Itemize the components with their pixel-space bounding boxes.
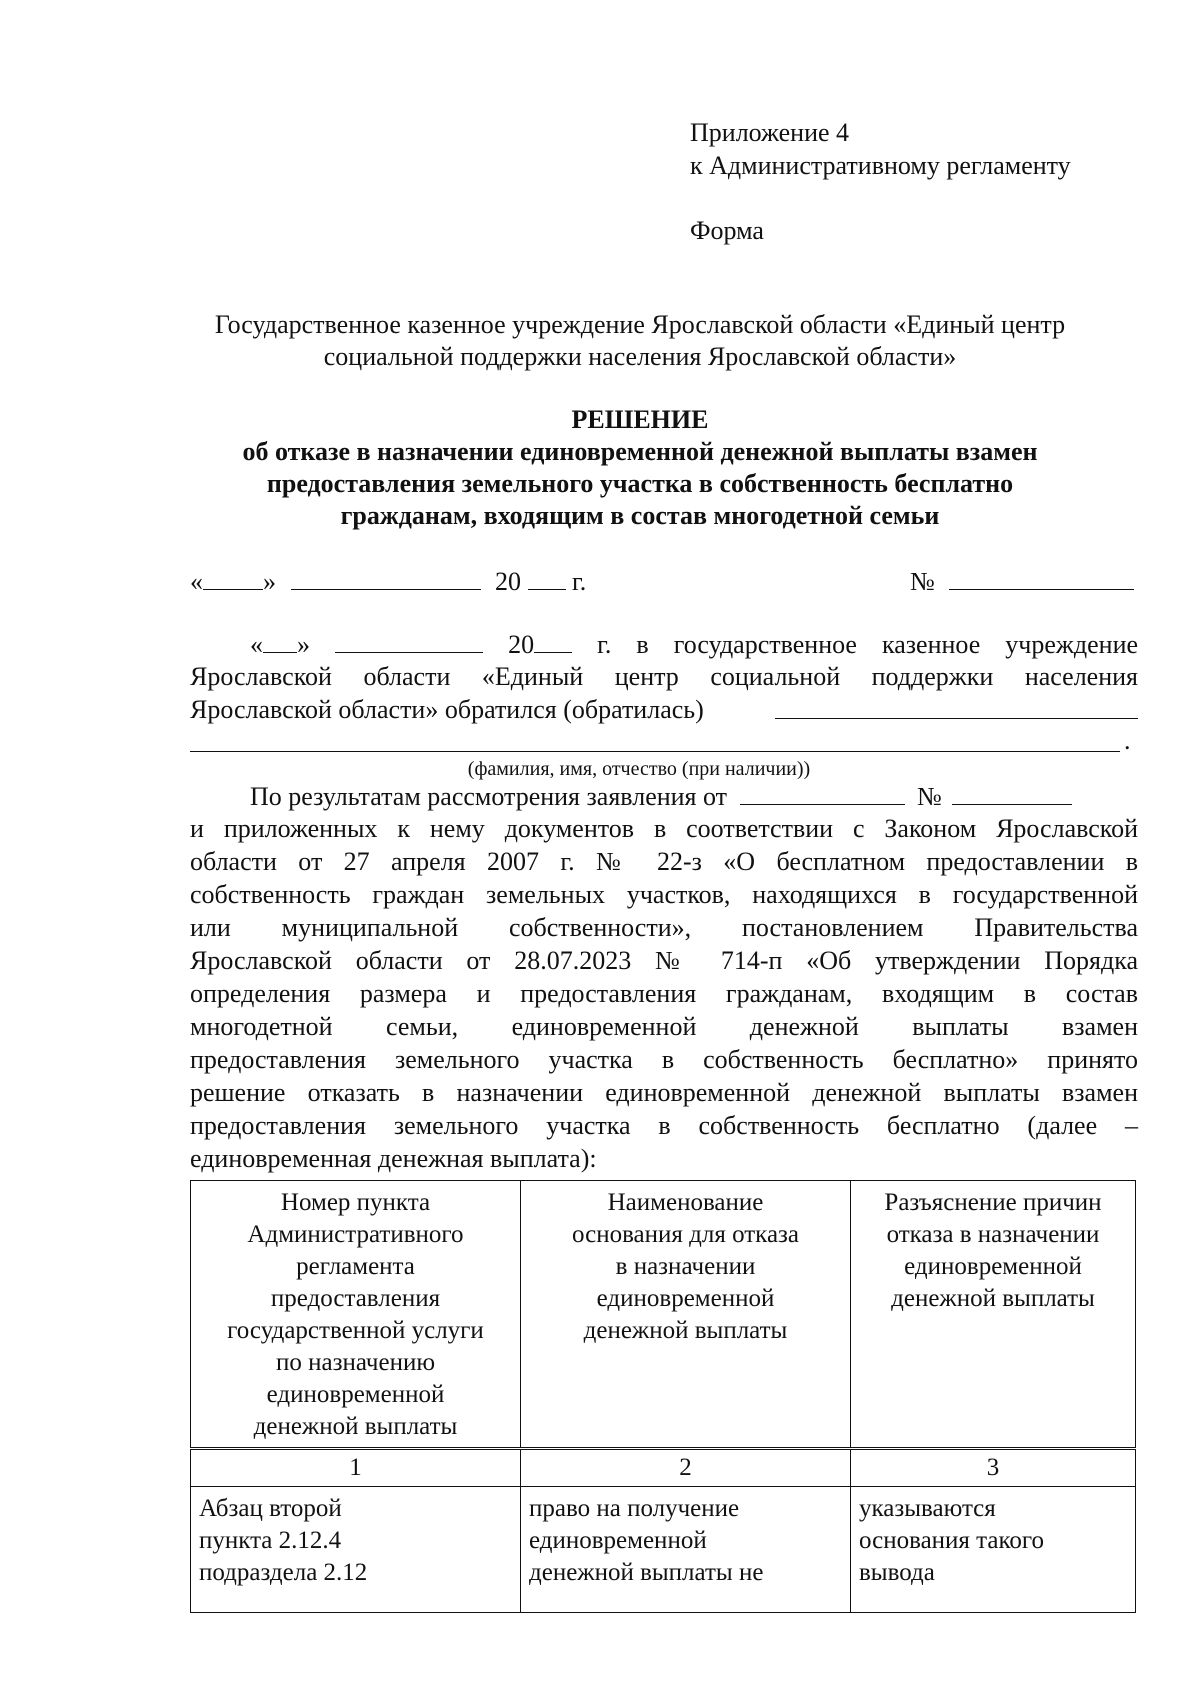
column-number-2: 2 <box>521 1449 851 1487</box>
table-row <box>191 1487 1136 1613</box>
year-blank[interactable] <box>528 565 566 590</box>
column-number-1: 1 <box>191 1449 521 1487</box>
paragraph-1-line-2: Ярославской области «Единый центр социальной поддержки населения <box>190 662 1138 691</box>
column-number-3: 3 <box>851 1449 1136 1487</box>
institution-line-2: социальной поддержки населения Ярославской области» <box>323 342 957 371</box>
paragraph-2-line-3: области от 27 апреля 2007 г. № 22-з «О бесплатном предоставлении в <box>190 847 1138 876</box>
paragraph-2-line-8: многодетной семьи, единовременной денежной выплаты взамен <box>190 1012 1138 1041</box>
refusal-reasons-table <box>190 1180 1136 1613</box>
decision-number: № <box>910 565 1134 598</box>
applied-day-blank[interactable] <box>263 628 297 653</box>
header-explanation: Разъяснение причин отказа в назначении единовременной денежной выплаты <box>851 1181 1136 1449</box>
paragraph-2-line-1: По результатам рассмотрения заявления от № <box>250 780 1072 813</box>
document-title: РЕШЕНИЕ <box>571 405 709 434</box>
month-blank[interactable] <box>291 565 481 590</box>
row-ground-cell: право на получение единовременной денежной выплаты не <box>521 1487 851 1613</box>
form-label: Форма <box>690 216 764 245</box>
decision-date-line: « » 20 г. <box>190 567 587 596</box>
paragraph-2-line-11: предоставления земельного участка в собственность бесплатно (далее – <box>190 1111 1138 1140</box>
table-header-row <box>191 1181 1136 1449</box>
row-clause-cell: Абзац второй пункта 2.12.4 подраздела 2.12 <box>191 1487 521 1613</box>
applied-year-blank[interactable] <box>534 628 572 653</box>
applicant-name-blank-2[interactable] <box>190 751 1120 752</box>
application-number-blank[interactable] <box>952 780 1072 805</box>
applicant-name-blank-1[interactable] <box>775 718 1138 719</box>
title-line-1: об отказе в назначении единовременной денежной выплаты взамен <box>242 437 1038 466</box>
paragraph-2-line-10: решение отказать в назначении единовременной денежной выплаты взамен <box>190 1078 1138 1107</box>
table-number-row <box>191 1449 1136 1487</box>
applied-date-line: « » 20 г. в государственное казенное учреждение <box>250 630 1139 659</box>
paragraph-2-line-9: предоставления земельного участка в собственность бесплатно» принято <box>190 1045 1138 1074</box>
fio-period: . <box>1124 726 1131 755</box>
paragraph-1-line-3: Ярославской области» обратился (обратилась) <box>190 695 704 724</box>
title-line-3: гражданам, входящим в состав многодетной семьи <box>340 501 940 530</box>
paragraph-2-line-7: определения размера и предоставления гражданам, входящим в состав <box>190 979 1138 1008</box>
paragraph-2-line-5: или муниципальной собственности», постановлением Правительства <box>190 913 1138 942</box>
paragraph-2-line-4: собственность граждан земельных участков, находящихся в государственной <box>190 880 1138 909</box>
institution-line-1: Государственное казенное учреждение Ярославской области «Единый центр <box>214 310 1066 339</box>
number-blank[interactable] <box>949 565 1134 590</box>
application-date-blank[interactable] <box>740 780 905 805</box>
title-line-2: предоставления земельного участка в собственность бесплатно <box>266 469 1014 498</box>
header-clause-number: Номер пункта Административного регламента предоставления государственной услуги по назначению единовременной денежной выплаты <box>191 1181 521 1449</box>
applied-month-blank[interactable] <box>335 628 483 653</box>
annex-reference: к Административному регламенту <box>690 151 1071 180</box>
row-explanation-cell: указываются основания такого вывода <box>851 1487 1136 1613</box>
fio-caption: (фамилия, имя, отчество (при наличии)) <box>467 758 811 780</box>
paragraph-2-line-2: и приложенных к нему документов в соответствии с Законом Ярославской <box>190 814 1138 843</box>
day-blank[interactable] <box>203 565 263 590</box>
header-refusal-ground: Наименование основания для отказа в назначении единовременной денежной выплаты <box>521 1181 851 1449</box>
paragraph-2-line-6: Ярославской области от 28.07.2023 № 714-п «Об утверждении Порядка <box>190 946 1138 975</box>
paragraph-2-line-12: единовременная денежная выплата): <box>190 1144 597 1173</box>
annex-label: Приложение 4 <box>690 118 850 147</box>
